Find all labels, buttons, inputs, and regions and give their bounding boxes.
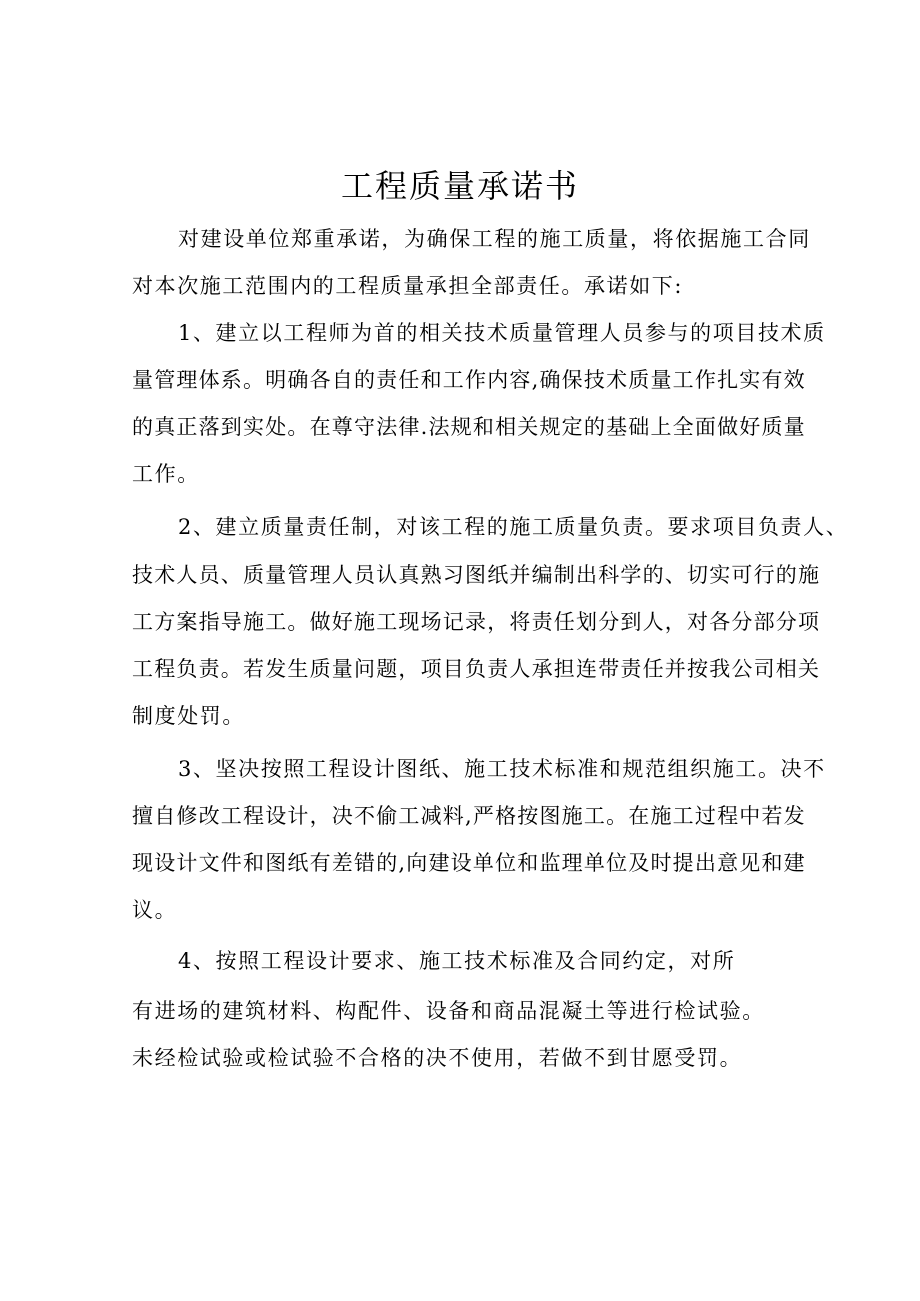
item-2-line-3: 工方案指导施工。做好施工现场记录，将责任划分到人，对各分部分项 [132,610,821,634]
item-2-line-4: 工程负责。若发生质量问题，项目负责人承担连带责任并按我公司相关 [132,657,821,681]
item-3-line-4: 议。 [132,898,178,922]
item-1-line-1: 1、建立以工程师为首的相关技术质量管理人员参与的项目技术质 [178,321,826,345]
item-4-line-1: 4、按照工程设计要求、施工技术标准及合同约定，对所 [178,949,736,973]
item-1-line-4: 工作。 [132,462,200,486]
item-3-line-3: 现设计文件和图纸有差错的,向建设单位和监理单位及时提出意见和建 [132,851,806,875]
intro-line-1: 对建设单位郑重承诺，为确保工程的施工质量，将依据施工合同 [178,227,811,251]
item-2-line-5: 制度处罚。 [132,704,245,728]
document-title: 工程质量承诺书 [340,167,579,205]
intro-line-2: 对本次施工范围内的工程质量承担全部责任。承诺如下: [132,274,684,298]
item-4-line-2: 有进场的建筑材料、构配件、设备和商品混凝土等进行检试验。 [132,999,765,1023]
item-2-line-1: 2、建立质量责任制，对该工程的施工质量负责。要求项目负责人、 [178,515,849,539]
item-3-line-2: 擅自修改工程设计，决不偷工减料,严格按图施工。在施工过程中若发 [132,804,806,828]
item-1-line-2: 量管理体系。明确各自的责任和工作内容,确保技术质量工作扎实有效 [132,368,806,392]
item-2-line-2: 技术人员、质量管理人员认真熟习图纸并编制出科学的、切实可行的施 [132,563,821,587]
item-3-line-1: 3、坚决按照工程设计图纸、施工技术标准和规范组织施工。决不 [178,757,826,781]
item-1-line-3: 的真正落到实处。在尊守法律.法规和相关规定的基础上全面做好质量 [132,415,806,439]
item-4-line-3: 未经检试验或检试验不合格的决不使用，若做不到甘愿受罚。 [132,1046,743,1070]
